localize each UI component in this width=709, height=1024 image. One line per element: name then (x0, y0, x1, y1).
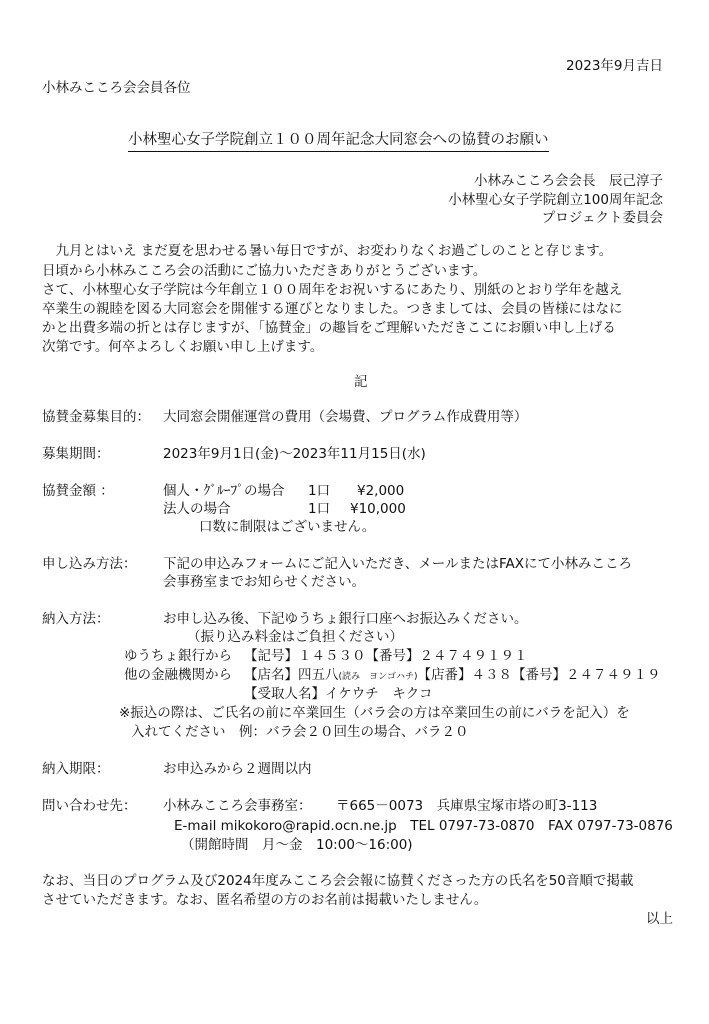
amount-note: 口数に制限はございません。 (199, 519, 376, 535)
contact-office: 小林みこころ会事務室： (163, 798, 312, 814)
payment-fee-note: （振り込み料金はご負担ください） (187, 629, 403, 645)
ki-heading: 記 (354, 374, 368, 390)
contact-address: 〒665－0073 兵庫県宝塚市塔の町3-113 (336, 798, 598, 814)
other-bank-branch (244, 667, 661, 683)
document-title (128, 128, 549, 152)
corporate-unit: 1口 (308, 501, 331, 517)
deadline-value: お申込みから２週間以内 (163, 761, 312, 777)
title-underline (128, 151, 549, 152)
yucho-account: 【記号】１４５３０【番号】２４７４９１９１ (244, 648, 528, 664)
closing: 以上 (646, 911, 673, 927)
branch-name: 【店名】四五八 (244, 667, 339, 683)
other-bank-prefix: 他の金融機関から (124, 667, 232, 683)
purpose-label: 協賛金募集目的： (42, 409, 150, 425)
sender-committee-line1: 小林聖心女子学院創立100周年記念 (448, 192, 663, 208)
individual-unit: 1口 (308, 483, 331, 499)
deadline-label: 納入期限： (42, 761, 110, 777)
sender-committee-line2: プロジェクト委員会 (541, 210, 663, 226)
intro-line: さて、小林聖心女子学院は今年創立１００周年をお祝いするにあたり、別紙のとおり学年を越え (42, 282, 623, 298)
corporate-label: 法人の場合 (163, 501, 231, 517)
corporate-price: ¥10,000 (350, 501, 406, 517)
footer-line: させていただきます。なお、匿名希望の方のお名前は掲載いたしません。 (42, 892, 488, 908)
individual-label: 個人・ｸﾞﾙｰﾌﾟの場合 (163, 483, 285, 499)
intro-line: 次第です。何卒よろしくお願い申し上げます。 (42, 339, 324, 355)
addressee: 小林みこころ会会員各位 (42, 80, 191, 96)
document-date: 2023年9月吉日 (566, 58, 663, 74)
application-line: 会事務室までお知らせください。 (163, 574, 366, 590)
intro-line: かと出費多端の折とは存じますが、「協賛金」の趣旨をご理解いただきここにお願い申し上げる (42, 320, 616, 336)
sender-president: 小林みこころ会会長 辰己淳子 (474, 173, 663, 189)
recipient-name: 【受取人名】イケウチ キクコ (244, 686, 433, 702)
branch-reading: (読み ヨンゴハチ) (338, 672, 418, 682)
intro-line: 日頃から小林みこころ会の活動にご協力いただきありがとうございます。 (42, 263, 487, 279)
payment-line: お申し込み後、下記ゆうちょ銀行口座へお振込みください。 (163, 611, 528, 627)
footer-line: なお、当日のプログラム及び2024年度みこころ会会報に協賛くださった方の氏名を50音順で掲載 (42, 873, 634, 889)
contact-label: 問い合わせ先： (42, 798, 137, 814)
payment-label: 納入方法： (42, 611, 110, 627)
transfer-note: 入れてください 例：バラ会２０回生の場合、バラ２０ (131, 724, 469, 740)
purpose-value: 大同窓会開催運営の費用（会場費、プログラム作成費用等） (163, 409, 528, 425)
application-label: 申し込み方法： (42, 556, 137, 572)
branch-account: 【店番】４３８【番号】２４７４９１９ (417, 667, 661, 683)
transfer-note: ※振込の際は、ご氏名の前に卒業回生（バラ会の方は卒業回生の前にバラを記入）を (119, 705, 630, 721)
amount-label: 協賛金額 ： (42, 483, 114, 499)
intro-line: 卒業生の親睦を図る大同窓会を開催する運びとなりました。つきましては、会員の皆様にはなに (42, 301, 623, 317)
title-text: 小林聖心女子学院創立１００周年記念大同窓会への協賛のお願い (128, 132, 549, 148)
contact-hours: （開館時間 月～金 10:00～16:00) (181, 837, 413, 853)
period-label: 募集期間： (42, 446, 110, 462)
application-line: 下記の申込みフォームにご記入いただき、メールまたはFAXにて小林みこころ (163, 556, 633, 572)
yucho-prefix: ゆうちょ銀行から (124, 648, 232, 664)
intro-line: 九月とはいえ まだ夏を思わせる暑い毎日ですが、お変わりなくお過ごしのことと存じます。 (42, 243, 613, 259)
contact-email-phone: E-mail mikokoro@rapid.ocn.ne.jp TEL 0797-73-0870 FAX 0797-73-0876 (174, 818, 673, 834)
individual-price: ¥2,000 (357, 483, 405, 499)
period-value: 2023年9月1日(金)〜2023年11月15日(水) (163, 446, 426, 462)
